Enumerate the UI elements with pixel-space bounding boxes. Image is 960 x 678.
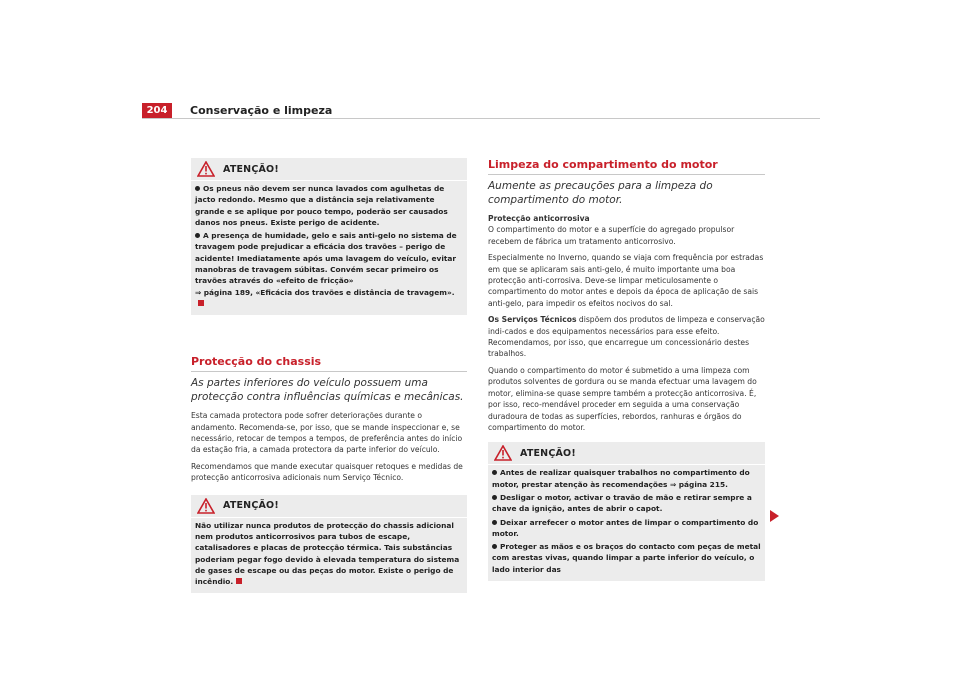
paragraph: Os Serviços Técnicos dispõem dos produtos de limpeza e conservação indi-cados e dos equipamentos necessários para esse efeito. Recomendamos, por isso, que encarregue um concessionário destes trabalhos. bbox=[488, 315, 765, 359]
end-of-section-icon bbox=[198, 300, 204, 306]
bullet-icon bbox=[492, 470, 497, 475]
warning-box-engine bbox=[488, 442, 765, 581]
right-column bbox=[488, 158, 765, 581]
warning-header bbox=[191, 495, 467, 518]
subheading: Protecção anticorrosiva bbox=[488, 214, 590, 223]
bullet-icon bbox=[492, 520, 497, 525]
page-reference-link[interactable]: ⇒ página 189, «Eficácia dos travões e distância de travagem». bbox=[195, 287, 455, 297]
bullet-icon bbox=[195, 233, 200, 238]
warning-body bbox=[488, 465, 765, 575]
warning-item: A presença de humidade, gelo e sais anti-gelo no sistema de travagem pode prejudicar a eficácia dos travões – perigo de acidente! Imediatamente após uma lavagem do veículo, evitar manobras de travagem súbitas. Convém secar primeiro os travões através do «efeito de fricção» ⇒ página 189, «Eficácia dos travões e distância de travagem». bbox=[195, 230, 463, 309]
warning-body bbox=[191, 518, 467, 588]
section-subtitle-chassis: As partes inferiores do veículo possuem uma protecção contra influências químicas e mecânicas. bbox=[191, 377, 464, 404]
warning-triangle-icon bbox=[494, 445, 512, 461]
warning-item: Antes de realizar quaisquer trabalhos no compartimento do motor, prestar atenção às recomendações ⇒ página 215. bbox=[492, 468, 750, 489]
warning-title: ATENÇÃO! bbox=[223, 163, 279, 175]
warning-header bbox=[488, 442, 765, 465]
warning-item: Os pneus não devem ser nunca lavados com agulhetas de jacto redondo. Mesmo que a distância seja relativamente grande e se aplique por pouco tempo, poderão ser causados danos nos pneus. Existe perigo de acidente. bbox=[195, 184, 448, 227]
continue-arrow-icon bbox=[770, 510, 779, 522]
warning-item: Deixar arrefecer o motor antes de limpar o compartimento do motor. bbox=[492, 517, 759, 538]
running-head-title: Conservação e limpeza bbox=[190, 104, 333, 117]
paragraph: O compartimento do motor e a superfície do agregado propulsor recebem de fábrica um tratamento anticorrosivo. bbox=[488, 225, 735, 246]
warning-item: Desligar o motor, activar o travão de mão e retirar sempre a chave da ignição, antes de abrir o capot. bbox=[492, 492, 752, 514]
end-of-section-icon bbox=[236, 578, 242, 584]
page-number: 204 bbox=[142, 103, 172, 118]
warning-item: Proteger as mãos e os braços do contacto com peças de metal com arestas vivas, quando limpar a parte inferior do veículo, o lado interior das bbox=[492, 542, 761, 574]
warning-title: ATENÇÃO! bbox=[223, 500, 279, 512]
bullet-icon bbox=[492, 544, 497, 549]
warning-title: ATENÇÃO! bbox=[520, 447, 576, 459]
bullet-icon bbox=[492, 495, 497, 500]
warning-box-tyres bbox=[191, 158, 467, 315]
paragraph: Esta camada protectora pode sofrer deteriorações durante o andamento. Recomenda-se, por isso, que se mande inspeccionar e, se necessário, retocar de tempos a tempos, de preferência antes do início da estação fria, a camada protectora da parte inferior do veículo. bbox=[191, 411, 463, 455]
warning-text: Não utilizar nunca produtos de protecção do chassis adicional nem produtos anticorrosivos para tubos de escape, catalisadores e placas de protecção térmica. Tais substâncias poderiam pegar fogo devido à elevada temperatura do sistema de gases de escape ou das peças do motor. Existe o perigo de incêndio. bbox=[195, 520, 460, 587]
paragraph: Especialmente no Inverno, quando se viaja com frequência por estradas em que se aplicaram sais anti-gelo, é muito importante uma boa protecção anti-corrosiva. Deve-se limpar meticulosamente o compartimento do motor antes e depois da época de aplicação de sais anti-gelo, para impedir os efeitos nocivos do sal. bbox=[488, 253, 764, 308]
left-column bbox=[191, 158, 467, 593]
warning-header bbox=[191, 158, 467, 181]
paragraph: Quando o compartimento do motor é submetido a uma limpeza com produtos solventes de gordura ou se manda efectuar uma lavagem do motor, elimina-se quase sempre também a protecção anticorrosiva. É, por isso, reco-mendável proceder em seguida a uma conservação duradoura de todas as superfícies, rebordos, ranhuras e órgãos do compartimento do motor. bbox=[488, 365, 757, 432]
warning-box-chassis bbox=[191, 495, 467, 594]
warning-body bbox=[191, 181, 467, 309]
paragraph: Recomendamos que mande executar quaisquer retoques e medidas de protecção anticorrosiva adicionais num Serviço Técnico. bbox=[191, 461, 463, 483]
bullet-icon bbox=[195, 186, 200, 191]
section-title-engine: Limpeza do compartimento do motor bbox=[488, 158, 765, 175]
warning-triangle-icon bbox=[197, 161, 215, 177]
section-subtitle-engine: Aumente as precauções para a limpeza do compartimento do motor. bbox=[488, 180, 713, 206]
section-title-chassis: Protecção do chassis bbox=[191, 355, 467, 372]
warning-triangle-icon bbox=[197, 498, 215, 514]
